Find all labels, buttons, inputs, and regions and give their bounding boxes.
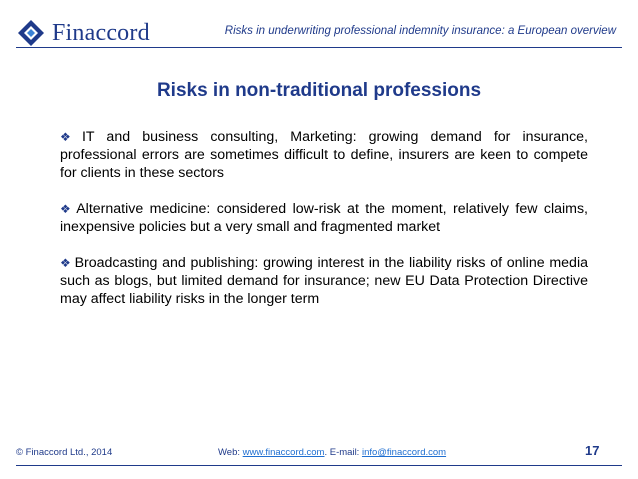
bullet-item <box>60 128 588 182</box>
diamond-bullet-icon: ❖ <box>60 256 72 270</box>
page-number: 17 <box>585 443 600 458</box>
bullet-text: IT and business consulting, Marketing: growing demand for insurance, professional errors are sometimes difficult to define, insurers are keen to compete for clients in these sectors <box>60 129 588 181</box>
diamond-bullet-icon: ❖ <box>60 130 79 144</box>
diamond-bullet-icon: ❖ <box>60 202 74 216</box>
footer-contact <box>218 447 446 458</box>
finaccord-logo-icon <box>16 18 46 48</box>
header-divider <box>16 47 622 48</box>
footer-divider <box>16 465 622 466</box>
header-title: Risks in underwriting professional indemnity insurance: a European overview <box>224 25 616 37</box>
web-label: Web: <box>218 447 243 458</box>
page-title: Risks in non-traditional professions <box>156 80 482 101</box>
email-link[interactable]: info@finaccord.com <box>361 447 447 458</box>
bullet-text: Alternative medicine: considered low-risk at the moment, relatively few claims, inexpensive policies but a very small and fragmented market <box>60 201 588 235</box>
footer-copyright: © Finaccord Ltd., 2014 <box>16 447 113 458</box>
email-separator: . E-mail: <box>324 447 362 458</box>
website-link[interactable]: www.finaccord.com <box>242 447 325 458</box>
logo <box>16 18 150 48</box>
bullet-item <box>60 254 588 308</box>
logo-text: Finaccord <box>52 19 150 46</box>
bullet-item <box>60 200 588 236</box>
bullet-text: Broadcasting and publishing: growing interest in the liability risks of online media such as blogs, but limited demand for insurance; new EU Data Protection Directive may affect liability risks in the longer term <box>60 255 588 307</box>
bullet-list <box>60 128 588 326</box>
